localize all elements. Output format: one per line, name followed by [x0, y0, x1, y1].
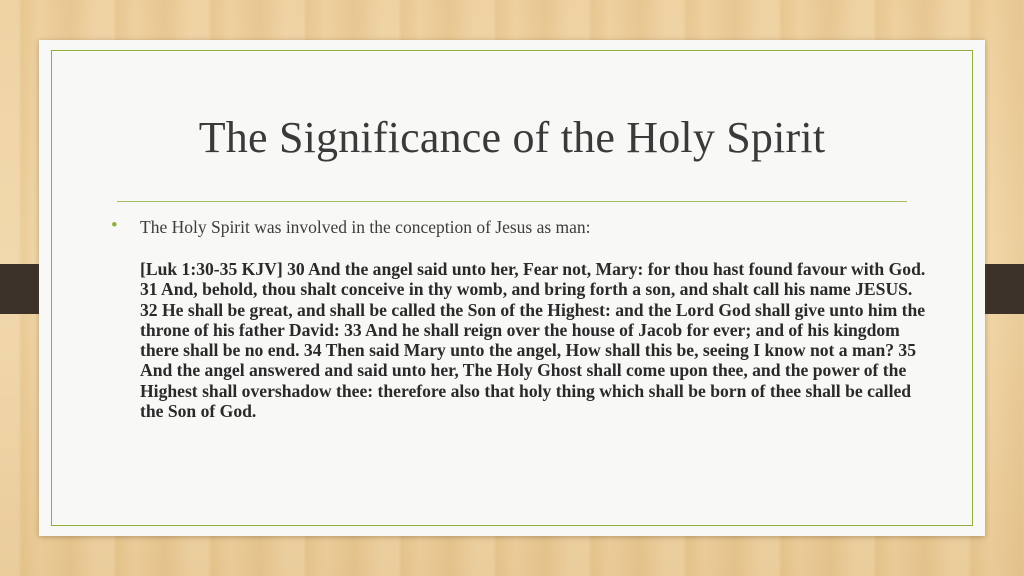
bullet-text: The Holy Spirit was involved in the conception of Jesus as man: — [140, 217, 591, 237]
slide-title: The Significance of the Holy Spirit — [198, 113, 826, 162]
slide-card — [39, 40, 985, 536]
scripture-passage: [Luk 1:30-35 KJV] 30 And the angel said unto her, Fear not, Mary: for thou hast found favour with God. 31 And, behold, thou shalt conceive in thy womb, and bring forth a son, and shalt call his name JESUS. 32 He shall be great, and shall be called the Son of the Highest: and the Lord God shall give unto him the throne of his father David: 33 And he shall reign over the house of Jacob for ever; and of his kingdom there shall be no end. 34 Then said Mary unto the angel, How shall this be, seeing I know not a man? 35 And the angel answered and said unto her, The Holy Ghost shall come upon thee, and the power of the Highest shall overshadow thee: therefore also that holy thing which shall be born of thee shall be called the Son of God. — [140, 259, 926, 422]
bullet-dot-icon: • — [111, 215, 118, 236]
title-divider — [117, 201, 907, 202]
